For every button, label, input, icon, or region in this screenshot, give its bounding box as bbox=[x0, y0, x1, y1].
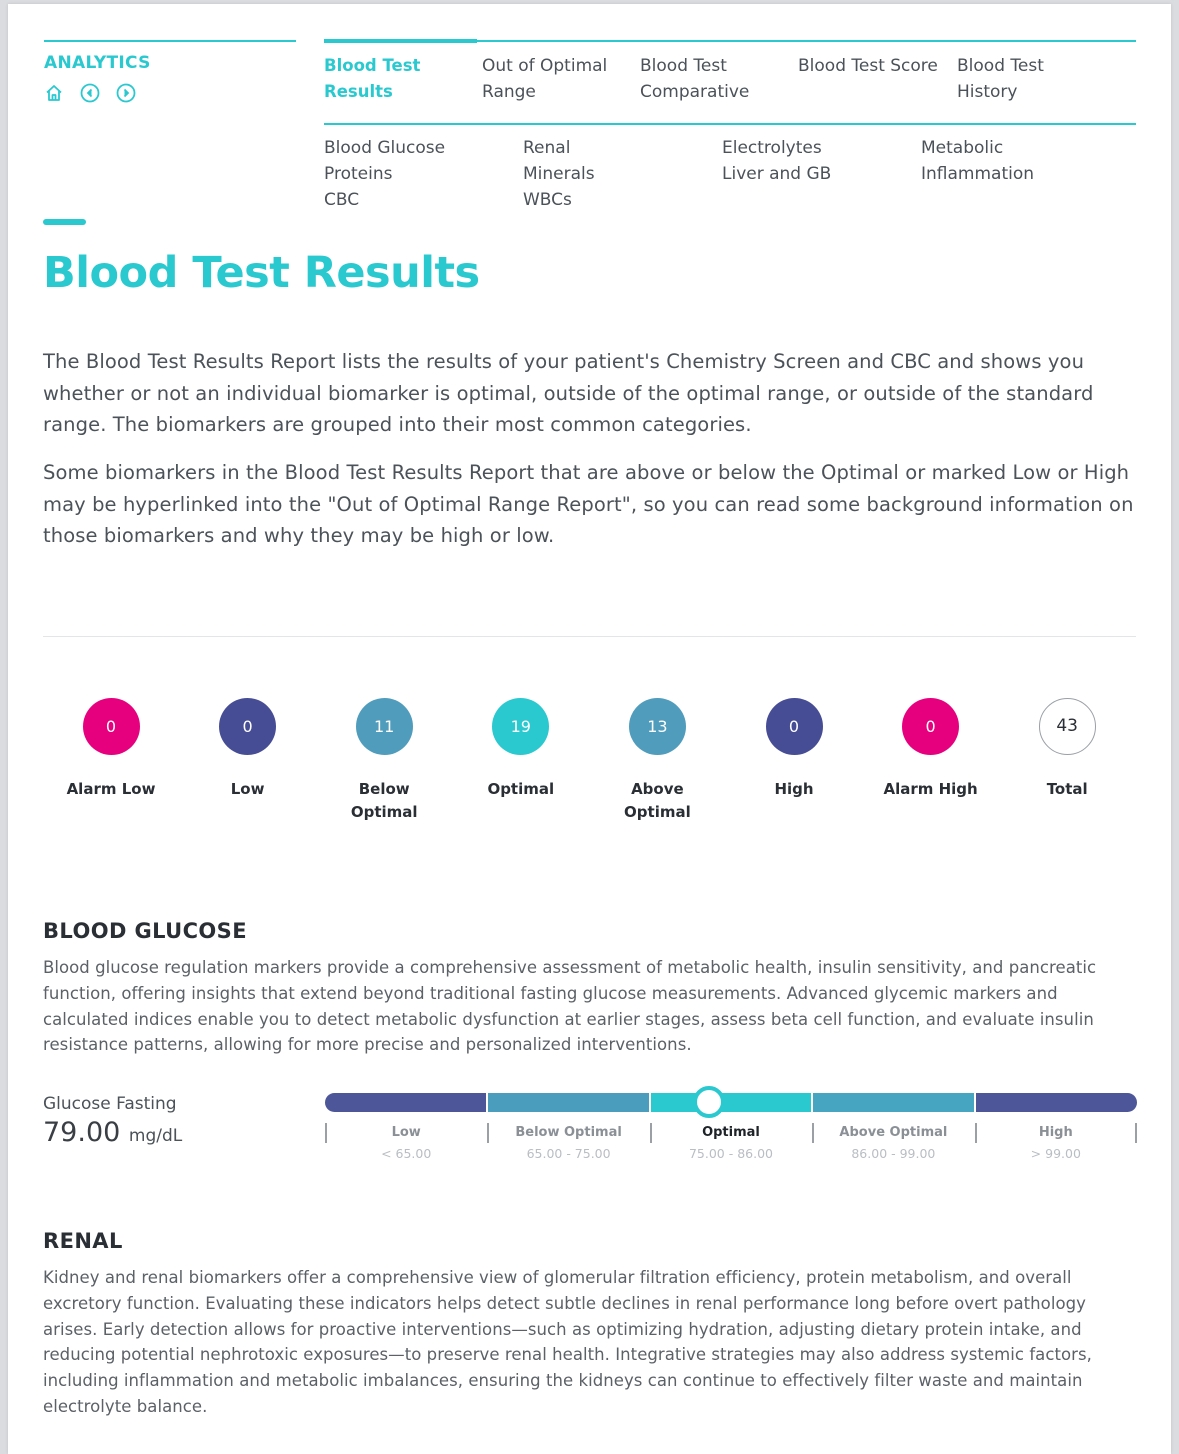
stat-count-badge: 0 bbox=[83, 698, 140, 755]
stat-count-badge: 13 bbox=[629, 698, 686, 755]
stat-label: Optimal bbox=[487, 780, 555, 798]
range-label bbox=[325, 1125, 487, 1161]
range-gauge bbox=[325, 1093, 1137, 1168]
stat-label: Alarm High bbox=[883, 780, 978, 798]
range-label-values: > 99.00 bbox=[1030, 1146, 1081, 1161]
tab-label: Blood Test Score bbox=[798, 56, 938, 76]
tab-label: Out of Optimal Range bbox=[482, 56, 608, 102]
subnav-column bbox=[523, 135, 595, 213]
range-label-values: 65.00 - 75.00 bbox=[526, 1146, 611, 1161]
stat-optimal bbox=[453, 698, 589, 801]
stat-total bbox=[999, 698, 1135, 801]
range-label-name: Optimal bbox=[702, 1125, 760, 1140]
nav-icons bbox=[44, 83, 296, 103]
range-label-values: 86.00 - 99.00 bbox=[851, 1146, 936, 1161]
range-label bbox=[812, 1125, 974, 1161]
range-segment-above-optimal bbox=[811, 1093, 974, 1112]
tab-blood-test-history[interactable] bbox=[957, 42, 1077, 125]
range-label bbox=[975, 1125, 1137, 1161]
stat-count-badge: 0 bbox=[766, 698, 823, 755]
subnav-link-cbc[interactable]: CBC bbox=[324, 190, 360, 210]
subnav-link-electrolytes[interactable]: Electrolytes bbox=[722, 138, 822, 158]
intro-paragraph: The Blood Test Results Report lists the results of your patient's Chemistry Screen and CBC and shows you whether or not an individual biomarker is optimal, outside of the optimal range, or outside of the standard range. The biomarkers are grouped into their most common categories. bbox=[43, 350, 1094, 436]
section-title-renal: RENAL bbox=[43, 1229, 123, 1253]
arrow-left-circle-icon[interactable] bbox=[80, 83, 100, 103]
tab-blood-test-comparative[interactable] bbox=[640, 42, 790, 125]
subnav-link-inflammation[interactable]: Inflammation bbox=[921, 164, 1035, 184]
subnav-column bbox=[921, 135, 1034, 187]
range-segment-optimal bbox=[649, 1093, 812, 1112]
stat-label: Below Optimal bbox=[350, 780, 418, 821]
stat-count-badge: 0 bbox=[219, 698, 276, 755]
section-title-blood-glucose: BLOOD GLUCOSE bbox=[43, 919, 247, 943]
stat-label: Above Optimal bbox=[624, 780, 691, 821]
value-marker-handle[interactable] bbox=[693, 1086, 725, 1118]
arrow-right-circle-icon[interactable] bbox=[116, 83, 136, 103]
subnav-column bbox=[722, 135, 831, 187]
stat-count-badge: 0 bbox=[902, 698, 959, 755]
marker-value bbox=[43, 1117, 182, 1148]
stat-alarm-low bbox=[43, 698, 179, 801]
active-tab-indicator bbox=[324, 39, 477, 43]
tab-blood-test-results[interactable] bbox=[324, 42, 474, 125]
stat-label: High bbox=[774, 780, 814, 798]
page-title: Blood Test Results bbox=[43, 248, 480, 298]
subnav-link-wbcs[interactable]: WBCs bbox=[523, 190, 572, 210]
range-label-values: 75.00 - 86.00 bbox=[688, 1146, 773, 1161]
marker-name: Glucose Fasting bbox=[43, 1094, 177, 1114]
range-label bbox=[487, 1125, 649, 1161]
subnav-link-metabolic[interactable]: Metabolic bbox=[921, 138, 1004, 158]
tab-label: Blood Test History bbox=[957, 56, 1044, 102]
range-label bbox=[650, 1125, 812, 1161]
stat-count-badge: 19 bbox=[492, 698, 549, 755]
range-label-name: Low bbox=[391, 1125, 421, 1140]
analytics-header bbox=[44, 40, 296, 103]
tab-out-of-optimal-range[interactable] bbox=[482, 42, 632, 125]
report-page bbox=[8, 4, 1171, 1454]
stat-alarm-high bbox=[863, 698, 999, 801]
results-summary bbox=[43, 698, 1136, 838]
stat-count-badge: 43 bbox=[1039, 698, 1096, 755]
range-label-name: Above Optimal bbox=[839, 1125, 948, 1140]
analytics-label: ANALYTICS bbox=[44, 53, 151, 73]
stat-high bbox=[726, 698, 862, 801]
range-label-values: < 65.00 bbox=[381, 1146, 432, 1161]
stat-label: Alarm Low bbox=[66, 780, 156, 798]
tab-blood-test-score[interactable] bbox=[798, 42, 958, 125]
range-label-name: Below Optimal bbox=[515, 1125, 622, 1140]
section-description: Kidney and renal biomarkers offer a comprehensive view of glomerular filtration efficiency, protein metabolism, and overall excretory function. Evaluating these indicators helps detect subtle declines in renal performance long before overt pathology arises. Early detection allows for proactive interventions—such as optimizing hydration, adjusting dietary protein intake, and reducing potential nephrotoxic exposures—to preserve renal health. Integrative strategies may also address systemic factors, including inflammation and metabolic imbalances, ensuring the kidneys can continue to effectively filter waste and maintain electrolyte balance. bbox=[43, 1268, 1092, 1416]
divider bbox=[43, 636, 1136, 637]
home-icon[interactable] bbox=[44, 83, 64, 103]
stat-below-optimal bbox=[316, 698, 452, 824]
subnav-link-renal[interactable]: Renal bbox=[523, 138, 571, 158]
stat-label: Total bbox=[1046, 780, 1088, 798]
stat-label: Low bbox=[230, 780, 265, 798]
section-description: Blood glucose regulation markers provide a comprehensive assessment of metabolic health, insulin sensitivity, and pancreatic function, offering insights that extend beyond traditional fasting glucose measurements. Advanced glycemic markers and calculated indices enable you to detect metabolic dysfunction at earlier stages, assess beta cell function, and evaluate insulin resistance patterns, allowing for more precise and personalized interventions. bbox=[43, 958, 1097, 1055]
subnav-link-blood-glucose[interactable]: Blood Glucose bbox=[324, 138, 446, 158]
title-accent-bar bbox=[43, 219, 86, 225]
range-segment-below-optimal bbox=[486, 1093, 649, 1112]
marker-value-number: 79.00 bbox=[43, 1117, 121, 1148]
subnav-link-liver-and-gb[interactable]: Liver and GB bbox=[722, 164, 832, 184]
tab-label: Blood Test Comparative bbox=[640, 56, 750, 102]
intro-paragraph: Some biomarkers in the Blood Test Results Report that are above or below the Optimal or marked Low or High may be hyperlinked into the "Out of Optimal Range Report", so you can read some background information on those biomarkers and why they may be high or low. bbox=[43, 461, 1134, 547]
stat-low bbox=[180, 698, 316, 801]
range-label-name: High bbox=[1038, 1125, 1073, 1140]
subnav-column bbox=[324, 135, 445, 213]
tab-label: Blood Test Results bbox=[324, 56, 421, 101]
range-segment-high bbox=[974, 1093, 1137, 1112]
range-gauge-bar bbox=[325, 1093, 1137, 1112]
stat-count-badge: 11 bbox=[356, 698, 413, 755]
subnav-link-proteins[interactable]: Proteins bbox=[324, 164, 393, 184]
report-tabs bbox=[324, 40, 1136, 125]
subnav-link-minerals[interactable]: Minerals bbox=[523, 164, 595, 184]
range-segment-low bbox=[325, 1093, 486, 1112]
stat-above-optimal bbox=[589, 698, 725, 824]
marker-unit: mg/dL bbox=[128, 1126, 183, 1146]
